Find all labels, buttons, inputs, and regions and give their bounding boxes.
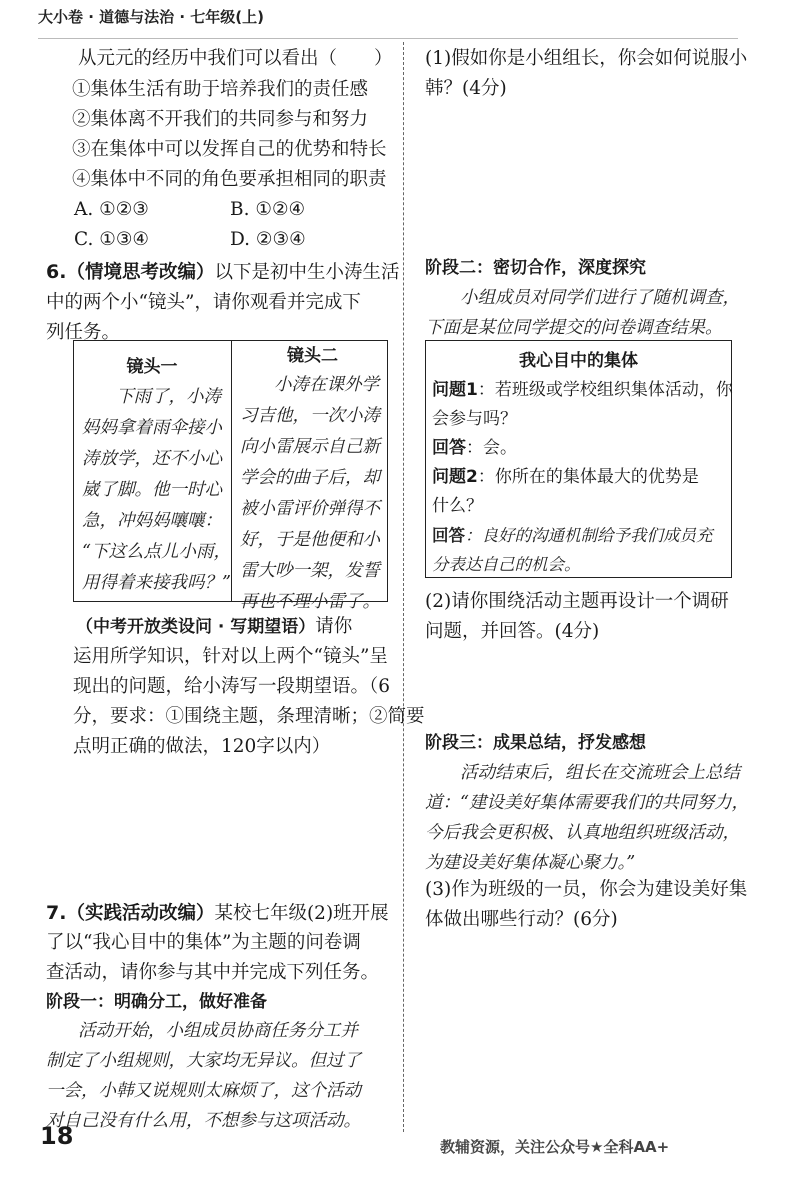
stage-two-line: 小组成员对同学们进行了随机调查， xyxy=(460,288,740,308)
survey-answer-label: 回答 xyxy=(432,438,466,458)
q7-heading xyxy=(46,898,389,929)
stage-two-line: 下面是某位同学提交的问卷调查结果。 xyxy=(425,318,723,338)
sub2-line: (2)请你围绕活动主题再设计一个调研 xyxy=(425,591,729,612)
scene-two-line: 学会的曲子后，却 xyxy=(240,468,380,488)
q6-intro-line: 中的两个小“镜头”，请你观看并完成下 xyxy=(46,292,361,313)
scene-two-line: 再也不理小雷了。 xyxy=(240,592,380,612)
q6-task-tag: （中考开放类设问 · 写期望语） xyxy=(76,617,316,637)
survey-answer-text: ：良好的沟通机制给予我们成员充 xyxy=(465,526,713,545)
q5-option-b[interactable]: B. ①②④ xyxy=(230,199,306,220)
q7-intro-line: 查活动，请你参与其中并完成下列任务。 xyxy=(46,962,380,983)
scene-one-title: 镜头一 xyxy=(126,357,178,377)
scene-one-line: 急，冲妈妈嚷嚷： xyxy=(82,511,222,531)
q6-task-line: 运用所学知识，针对以上两个“镜头”呈 xyxy=(73,646,388,667)
sub1-line: (1)假如你是小组组长，你会如何说服小 xyxy=(425,48,748,69)
column-divider xyxy=(403,42,404,1132)
q6-task-text: 请你 xyxy=(315,616,353,637)
scene-one-line: “下这么点儿小雨， xyxy=(82,542,231,562)
sub1-line: 韩？(4分) xyxy=(425,78,507,99)
scene-two-line: 向小雷展示自己新 xyxy=(240,437,380,457)
stage-one-line: 对自己没有什么用，不想参与这项活动。 xyxy=(46,1111,361,1131)
scene-two-line: 小涛在课外学 xyxy=(274,375,379,395)
sub3-line: 体做出哪些行动？(6分) xyxy=(425,909,618,930)
stage-three-title: 阶段三：成果总结，抒发感想 xyxy=(425,733,646,753)
scene-one-line: 崴了脚。他一时心 xyxy=(82,480,222,500)
q5-option-d[interactable]: D. ②③④ xyxy=(230,229,306,250)
scene-table-divider xyxy=(231,340,232,602)
q5-statement: ④集体中不同的角色要承担相同的职责 xyxy=(72,169,387,190)
q5-statement: ②集体离不开我们的共同参与和努力 xyxy=(72,109,369,130)
survey-question-label: 问题2 xyxy=(432,467,478,487)
q6-intro-line: 以下是初中生小涛生活 xyxy=(214,262,400,283)
q6-tag: （情境思考改编） xyxy=(66,262,215,283)
q6-task-line xyxy=(76,612,352,642)
q7-number: 7. xyxy=(46,902,67,924)
survey-content xyxy=(432,376,733,579)
q7-tag: （实践活动改编） xyxy=(66,903,215,924)
survey-answer xyxy=(432,434,728,463)
survey-answer xyxy=(432,521,728,550)
scene-one-line: 用得着来接我吗？” xyxy=(82,573,231,593)
stage-one-line: 活动开始，小组成员协商任务分工并 xyxy=(78,1021,358,1041)
scene-two-line: 雷大吵一架，发誓 xyxy=(240,561,380,581)
survey-question xyxy=(432,463,728,492)
sub2-line: 问题，并回答。(4分) xyxy=(425,621,600,642)
survey-question-text: ：若班级或学校组织集体活动，你 xyxy=(477,380,733,400)
stage-three-line: 今后我会更积极、认真地组织班级活动， xyxy=(425,823,740,843)
stage-one-title: 阶段一：明确分工，做好准备 xyxy=(46,992,267,1012)
survey-answer-line: 分表达自己的机会。 xyxy=(432,555,581,574)
header-title: 大小卷 · 道德与法治 · 七年级(上) xyxy=(38,8,264,26)
q5-stem-end: 从元元的经历中我们可以看出（ ） xyxy=(78,48,393,69)
scene-two xyxy=(240,342,385,618)
survey-question-text: ：你所在的集体最大的优势是 xyxy=(477,467,699,487)
survey-answer-label: 回答 xyxy=(432,526,465,545)
scene-two-line: 好，于是他便和小 xyxy=(240,530,380,550)
q6-number: 6. xyxy=(46,261,67,283)
q6-intro-line: 列任务。 xyxy=(46,322,121,343)
q5-statement: ①集体生活有助于培养我们的责任感 xyxy=(72,79,369,100)
q6-task-line: 分，要求：①围绕主题，条理清晰；②简要 xyxy=(73,706,425,727)
survey-question-line: 会参与吗？ xyxy=(432,409,517,429)
stage-three-line: 活动结束后，组长在交流班会上总结 xyxy=(460,763,740,783)
stage-one-line: 制定了小组规则，大家均无异议。但过了 xyxy=(46,1051,361,1071)
scene-one-line: 涛放学，还不小心 xyxy=(82,449,222,469)
page-number: 18 xyxy=(40,1122,74,1150)
q6-heading xyxy=(46,257,399,288)
sub3-line: (3)作为班级的一员，你会为建设美好集 xyxy=(425,879,748,900)
stage-three-line: 为建设美好集体凝心聚力。” xyxy=(425,853,636,873)
q7-intro-line: 某校七年级(2)班开展 xyxy=(214,903,389,924)
scene-one-line: 下雨了，小涛 xyxy=(116,387,221,407)
q7-intro-line: 了以“我心目中的集体”为主题的问卷调 xyxy=(46,932,361,953)
scene-one-line: 妈妈拿着雨伞接小 xyxy=(82,418,222,438)
q5-statement: ③在集体中可以发挥自己的优势和特长 xyxy=(72,139,387,160)
stage-two-title: 阶段二：密切合作，深度探究 xyxy=(425,258,646,278)
footer-note: 教辅资源，关注公众号★全科AA+ xyxy=(440,1138,670,1156)
q5-option-c[interactable]: C. ①③④ xyxy=(74,229,150,250)
scene-two-line: 被小雷评价弹得不 xyxy=(240,499,380,519)
scene-two-line: 习吉他，一次小涛 xyxy=(240,406,380,426)
survey-title: 我心目中的集体 xyxy=(519,351,638,371)
header-divider xyxy=(38,38,738,39)
survey-question-line: 什么？ xyxy=(432,496,483,516)
stage-one-line: 一会，小韩又说规则太麻烦了，这个活动 xyxy=(46,1081,361,1101)
q6-task-line: 现出的问题，给小涛写一段期望语。（6 xyxy=(73,676,391,697)
scene-one xyxy=(82,352,231,599)
stage-three-line: 道：“建设美好集体需要我们的共同努力， xyxy=(425,793,749,813)
q6-task-line: 点明正确的做法，120字以内） xyxy=(73,736,331,757)
survey-answer-text: ：会。 xyxy=(466,438,517,458)
q5-option-a[interactable]: A. ①②③ xyxy=(74,199,149,220)
survey-question-label: 问题1 xyxy=(432,380,478,400)
survey-question xyxy=(432,376,733,405)
scene-two-title: 镜头二 xyxy=(287,346,338,366)
